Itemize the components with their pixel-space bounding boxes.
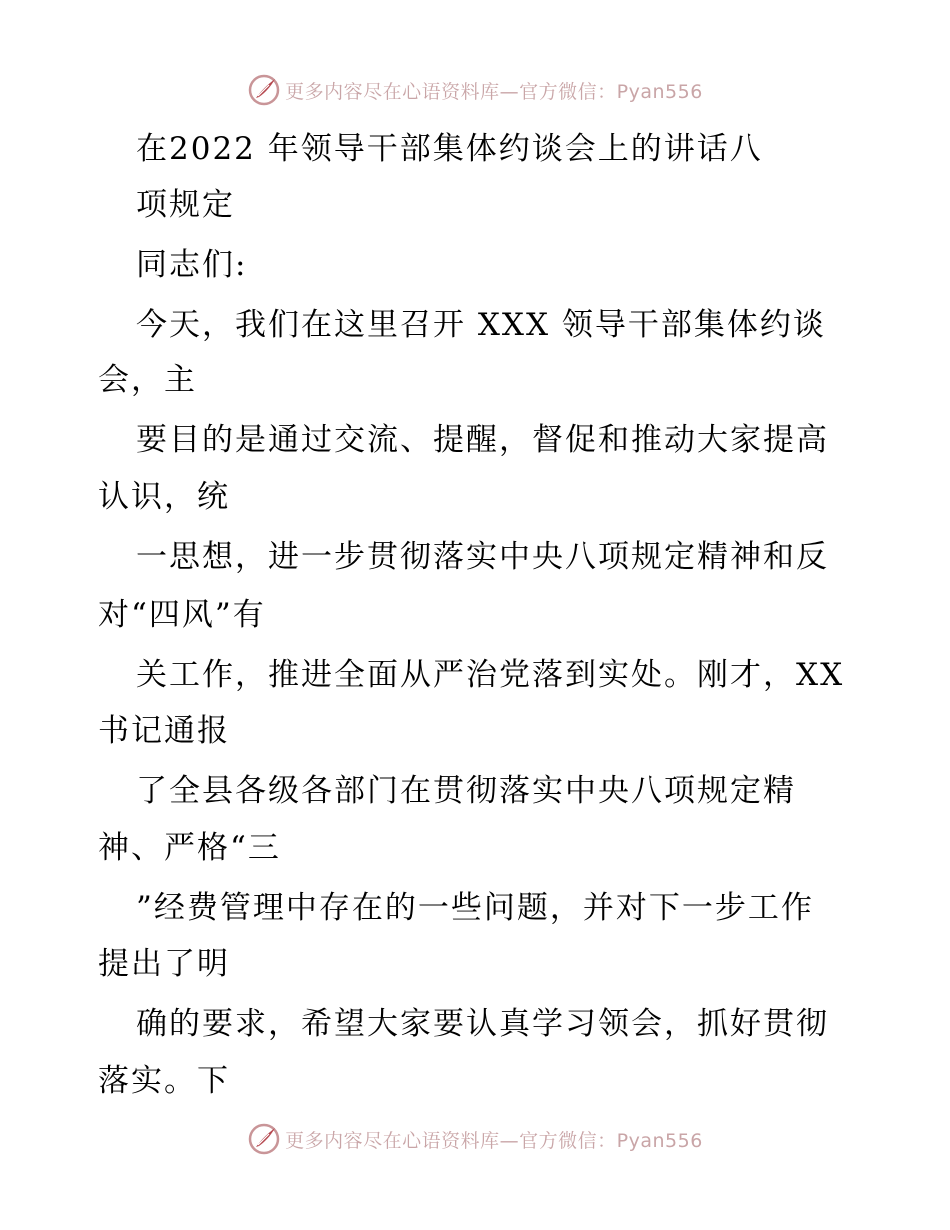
document-line: 在2022 年领导干部集体约谈会上的讲话八 xyxy=(136,131,763,167)
document-line: 项规定 xyxy=(136,187,235,223)
document-line: 书记通报 xyxy=(98,713,230,749)
document-line: 今天，我们在这里召开 XXX 领导干部集体约谈 xyxy=(136,307,826,343)
document-line: 神、严格“三 xyxy=(98,830,281,866)
document-line: ”经费管理中存在的一些问题，并对下一步工作 xyxy=(136,890,814,926)
document-line: 提出了明 xyxy=(98,946,230,982)
feather-pen-logo-icon xyxy=(247,1122,281,1156)
feather-pen-logo-icon xyxy=(247,73,281,107)
header-watermark-text: 更多内容尽在心语资料库—官方微信：Pyan556 xyxy=(285,80,703,103)
footer-watermark-banner xyxy=(0,1119,950,1159)
document-line: 对“四风”有 xyxy=(98,597,266,633)
document-line: 认识，统 xyxy=(98,479,230,515)
document-line: 一思想，进一步贯彻落实中央八项规定精神和反 xyxy=(136,539,829,575)
document-line: 关工作，推进全面从严治党落到实处。刚才，XX xyxy=(136,657,845,693)
document-line: 落实。下 xyxy=(98,1063,230,1099)
document-line: 了全县各级各部门在贯彻落实中央八项规定精 xyxy=(136,773,796,809)
document-line: 确的要求，希望大家要认真学习领会，抓好贯彻 xyxy=(136,1006,829,1042)
document-line: 同志们: xyxy=(136,247,248,283)
document-line: 会，主 xyxy=(98,362,197,398)
document-line: 要目的是通过交流、提醒，督促和推动大家提高 xyxy=(136,422,829,458)
header-watermark-banner xyxy=(0,70,950,110)
footer-watermark-text: 更多内容尽在心语资料库—官方微信：Pyan556 xyxy=(285,1129,703,1152)
